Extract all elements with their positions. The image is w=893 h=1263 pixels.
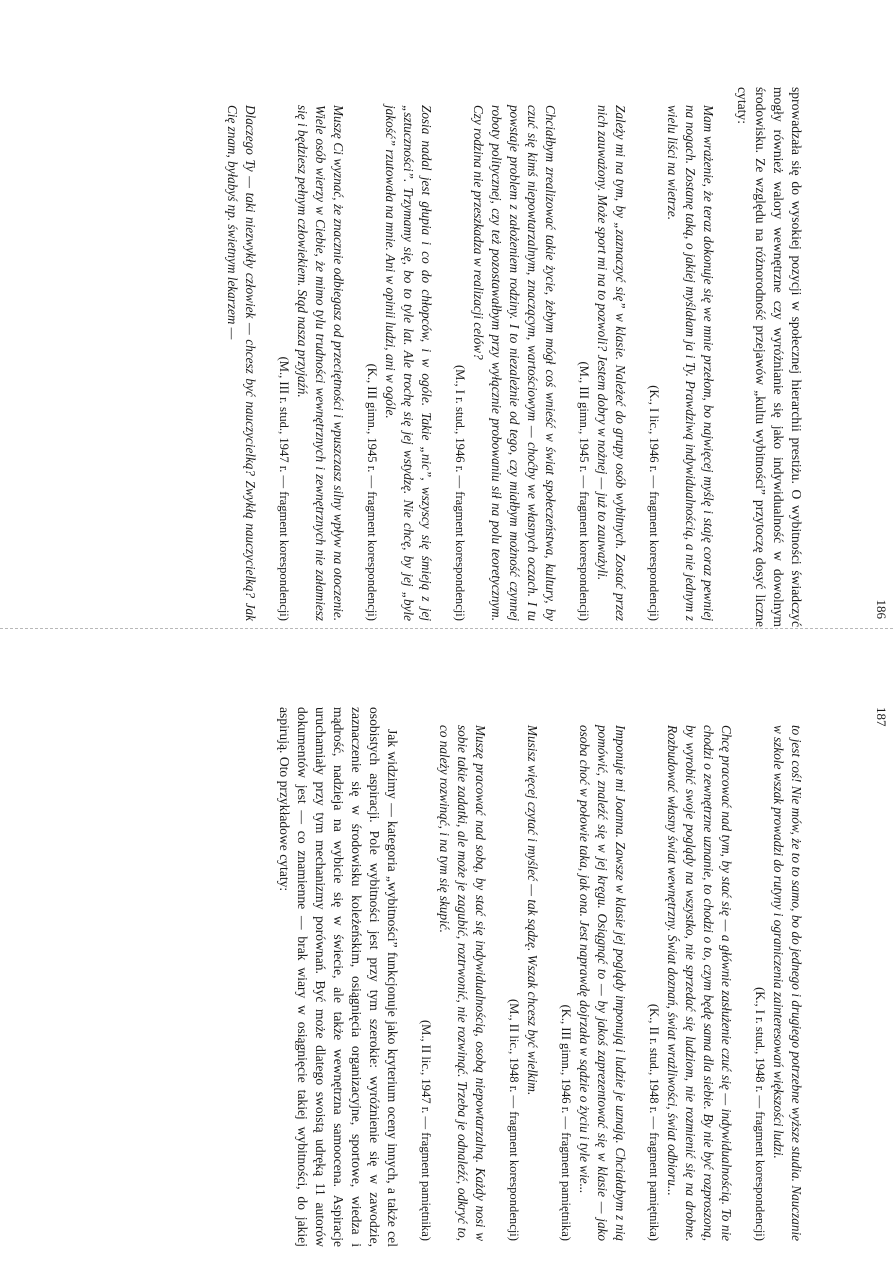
quotation-source: (M., II lic., 1948 r. — fragment korespondencji) xyxy=(507,998,521,1241)
quotation xyxy=(451,87,559,627)
quotation-source: (M., I r. stud., 1946 r. — fragment korespondencji) xyxy=(453,364,467,621)
paragraph-gap xyxy=(401,707,417,1247)
page-body xyxy=(125,87,805,627)
quotation xyxy=(223,87,259,627)
quotation-text: Mam wrażenie, że teraz dokonuje się we mnie przełom, bo najwięcej myślę i staję coraz pewniej na nogach. Zostanę taką, o jakiej myślałam ja i Ty. Prawdziwą indywidualnością, a nie jednym z wielu liści na wietrze. xyxy=(665,105,716,621)
quotation-text: Imponuje mi Joanna. Zawsze w klasie jej poglądy imponują i ludzie je uznają. Chciałabym z nią pomówić, znaleźć się w jej kręgu. Osiągnąć to — by jakoś zaprezentować się w klasie — jako osoba choć w połowie taka, jak ona. Jest naprawdę dojrzała w sądzie o życiu i tyle wie... xyxy=(577,725,628,1241)
quotation xyxy=(645,707,735,1247)
quotation-text: Muszę Ci wyznać, że znacznie odbiegasz od przeciętności i wpuszczasz silny wpływ na otoczenie. Wiele osób wierzy w Ciebie, że mimo tylu trudności wewnętrznych i zewnętrznych nie załamiesz się i będziesz pełnym człowiekiem. Stąd nasza przyjaźń. xyxy=(295,105,346,621)
quotation xyxy=(645,87,717,627)
quotation-text: Chcę pracować nad tym, by stać się — a głównie zasłużenie czuć się — indywidualnością. To nie chodzi o zewnętrzne uznanie, to chodzi o to, czym będę sama dla siebie. By nie być rozproszoną, by wyrobić swoje poglądy na wszystko, nie sprzedać się ludziom, nie rozmienić się na drobne. Rozbudować własny świat wewnętrzny. Świat doznań, świat wrażliwości, świat odbioru... xyxy=(665,725,734,1241)
page-body xyxy=(125,707,805,1247)
quotation-source: (M., II lic., 1947 r. — fragment pamiętnika) xyxy=(419,1019,433,1241)
quotation-source: (K., III gimn., 1946 r. — fragment pamiętnika) xyxy=(559,1004,573,1241)
page-number: 186 xyxy=(874,599,889,619)
quotation-text: Chciałbym zrealizować takie życie, żebym mógł coś wnieść w świat społeczeństwa, kultury, by czuć się kimś niepowtarzalnym, znaczącym, wartościowym — choćby we własnych oczach. I tu powstaje problem z założeniem rodziny. I to niezależnie od tego, czy miałbym możność czynnej roboty politycznej, czy też pozostawałbym przy wyłącznie probowaniu sił na polu teoretycznym. Czy rodzina nie przeszkadza w realizacji celów? xyxy=(471,105,558,621)
page-186 xyxy=(123,87,893,627)
quotation-text: Musisz więcej czytać i myśleć — tak sądzę. Wszak chcesz być wielkim. xyxy=(525,725,540,1096)
quotation-text: to jest coś! Nie mów, że to to samo, bo do jednego i drugiego potrzebne wyższe studia. Nauczanie w szkole wszak prowadzi do rutyny i ograniczenia zainteresowań większości ludzi. xyxy=(771,725,804,1241)
quotation-source: (K., III gimn., 1945 r. — fragment korespondencji) xyxy=(365,363,379,621)
body-paragraph: Jak widzimy — kategoria „wybitności” funkcjonuje jako kryterium oceny innych, a także cel osobistych aspiracji. Pole wybitności jest przy tym szerokie: wyróżnienie się w zawodzie, zaznaczenie się w środowisku koleżeńskim, osiągnięcia organizacyjne, sportowe, wiedza i mądrość, nadzieja na wybicie się w świecie, ale także wewnętrzna samoocena. Aspiracje uruchamiały przy tym mechanizmy porównań. Być może dlatego swoistą udręką 11 autorów dokumentów jest — co znamienne — brak wiary w osiągnięcie takiej wybitności, do jakiej aspirują. Oto przykładowe cytaty: xyxy=(277,707,400,1247)
page-fold-line xyxy=(0,628,893,629)
quotation-source: (M., III r. stud., 1947 r. — fragment korespondencji) xyxy=(277,356,291,621)
quotation xyxy=(751,707,805,1247)
body-paragraph: sprowadzała się do wysokiej pozycji w społecznej hierarchii prestiżu. O wybitności świadczyć mogły również walory wewnętrzne czy wyróżnianie się jako indywidualność w dowolnym środowisku. Ze względu na różnorodność przejawów „kultu wybitności” przytoczę dosyć liczne cytaty: xyxy=(735,87,804,627)
quotation xyxy=(557,707,629,1247)
page-187 xyxy=(123,707,893,1247)
quotation-text: Muszę pracować nad sobą, by stać się indywidualnością, osobą niepowtarzalną. Każdy nosi w sobie takie zadatki, ale może je zagubić, roztrwonić, nie rozwinąć. Trzeba je odnaleźć, odkryć to, co należy rozwinąć, i na tym się skupić. xyxy=(437,725,488,1241)
quotation xyxy=(417,707,489,1247)
quotation-text: Zależy mi na tym, by „zaznaczyć się” w klasie. Należeć do grupy osób wybitnych. Zostać przez nich zauważony. Może sport mi na to pozwoli? Jestem dobry w nożnej — już to zauważyli. xyxy=(595,105,628,621)
quotation xyxy=(275,87,347,627)
page-number: 187 xyxy=(874,707,889,727)
quotation xyxy=(575,87,629,627)
quotation-text: Dlaczego Ty — taki niezwykły człowiek — chcesz być nauczycielką? Zwykłą nauczycielką? Jak Cię znam, byłabyś np. świetnym lekarzem — xyxy=(225,105,258,621)
quotation-text: Zosia nadal jest głupia i co do chłopców, i w ogóle. Takie „nic”, wszyscy się śmieją z jej „sztuczności”. Trzymamy się, bo to tyle lat. Ale trochę się jej wstydzę. Nie chcę, by jej „byle jakość” rzutowała na mnie. Ani w opinii ludzi, ani w ogóle. xyxy=(383,105,434,621)
quotation-source: (K., I lic., 1946 r. — fragment korespondencji) xyxy=(647,385,661,621)
quotation-source: (M., III gimn., 1945 r. — fragment korespondencji) xyxy=(577,361,591,621)
quotation-source: (K., II r. stud., 1948 r. — fragment pamiętnika) xyxy=(647,1003,661,1241)
quotation xyxy=(363,87,435,627)
quotation xyxy=(505,707,541,1247)
quotation-source: (K., I r. stud., 1948 r. — fragment korespondencji) xyxy=(753,987,767,1241)
